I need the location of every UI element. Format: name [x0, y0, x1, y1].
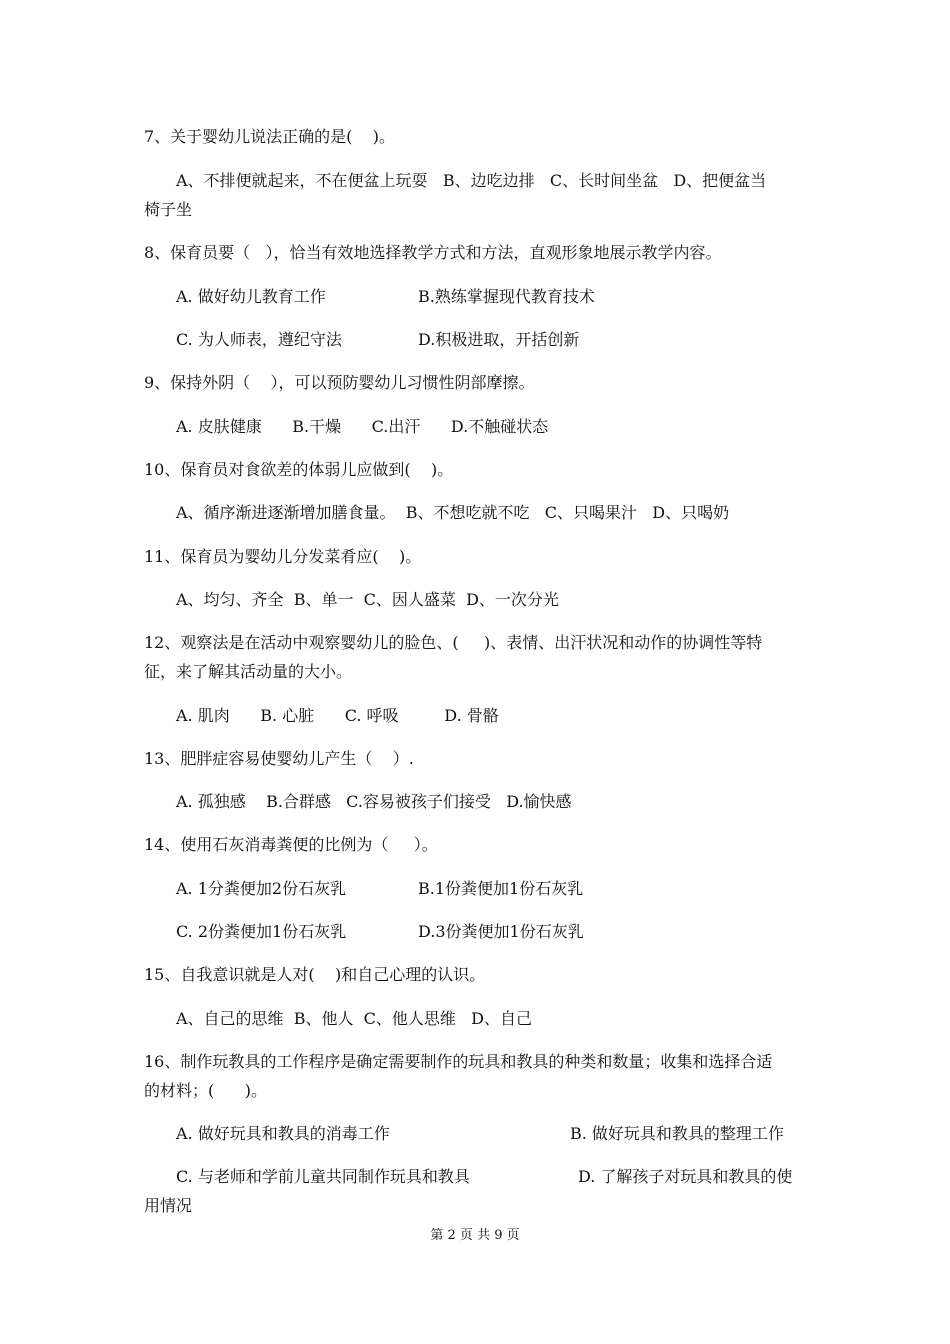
q7-options-line: A、不排便就起来，不在便盆上玩耍 B、边吃边排 C、长时间坐盆 D、把便盆当 — [176, 171, 767, 190]
q8-option-b: B.熟练掌握现代教育技术 — [418, 287, 595, 306]
q11-options-line: A、均匀、齐全 B、单一 C、因人盛菜 D、一次分光 — [176, 590, 559, 609]
question-12-continued: 征，来了解其活动量的大小。 — [144, 662, 353, 681]
q8-option-d: D.积极进取，开括创新 — [418, 330, 580, 349]
q16-option-d-wrap: 用情况 — [144, 1196, 193, 1215]
q8-option-c: C. 为人师表，遵纪守法 — [176, 330, 342, 349]
question-15: 15、自我意识就是人对( )和自己心理的认识。 — [144, 965, 486, 984]
q16-option-c: C. 与老师和学前儿童共同制作玩具和教具 — [176, 1167, 470, 1186]
q16-option-d: D. 了解孩子对玩具和教具的使 — [578, 1167, 793, 1186]
question-8: 8、保育员要（ ），恰当有效地选择教学方式和方法，直观形象地展示教学内容。 — [144, 243, 722, 262]
question-13: 13、肥胖症容易使婴幼儿产生（ ）. — [144, 749, 414, 768]
q14-option-a: A. 1分粪便加2份石灰乳 — [176, 879, 347, 898]
question-16: 16、制作玩教具的工作程序是确定需要制作的玩具和教具的种类和数量；收集和选择合适 — [144, 1052, 773, 1071]
q13-options-line: A. 孤独感 B.合群感 C.容易被孩子们接受 D.愉快感 — [176, 792, 572, 811]
q16-option-a: A. 做好玩具和教具的消毒工作 — [176, 1124, 390, 1143]
q9-options-line: A. 皮肤健康 B.干燥 C.出汗 D.不触碰状态 — [176, 417, 549, 436]
q12-options-line: A. 肌肉 B. 心脏 C. 呼吸 D. 骨骼 — [176, 706, 499, 725]
question-11: 11、保育员为婴幼儿分发菜肴应( )。 — [144, 547, 422, 566]
q7-options-wrap: 椅子坐 — [144, 200, 193, 219]
question-10: 10、保育员对食欲差的体弱儿应做到( )。 — [144, 460, 454, 479]
question-14: 14、使用石灰消毒粪便的比例为（ ）。 — [144, 835, 438, 854]
question-9: 9、保持外阴（ ），可以预防婴幼儿习惯性阴部摩擦。 — [144, 373, 535, 392]
question-16-continued: 的材料；( )。 — [144, 1081, 268, 1100]
page-footer: 第 2 页 共 9 页 — [430, 1228, 520, 1243]
q14-option-d: D.3份粪便加1份石灰乳 — [418, 922, 584, 941]
q16-option-b: B. 做好玩具和教具的整理工作 — [570, 1124, 784, 1143]
question-7: 7、关于婴幼儿说法正确的是( )。 — [144, 127, 396, 146]
q14-option-b: B.1份粪便加1份石灰乳 — [418, 879, 584, 898]
q8-option-a: A. 做好幼儿教育工作 — [176, 287, 326, 306]
q14-option-c: C. 2份粪便加1份石灰乳 — [176, 922, 347, 941]
question-12: 12、观察法是在活动中观察婴幼儿的脸色、( )、表情、出汗状况和动作的协调性等特 — [144, 633, 763, 652]
q15-options-line: A、自己的思维 B、他人 C、他人思维 D、自己 — [176, 1009, 532, 1028]
q10-options-line: A、循序渐进逐渐增加膳食量。 B、不想吃就不吃 C、只喝果汁 D、只喝奶 — [176, 503, 730, 522]
